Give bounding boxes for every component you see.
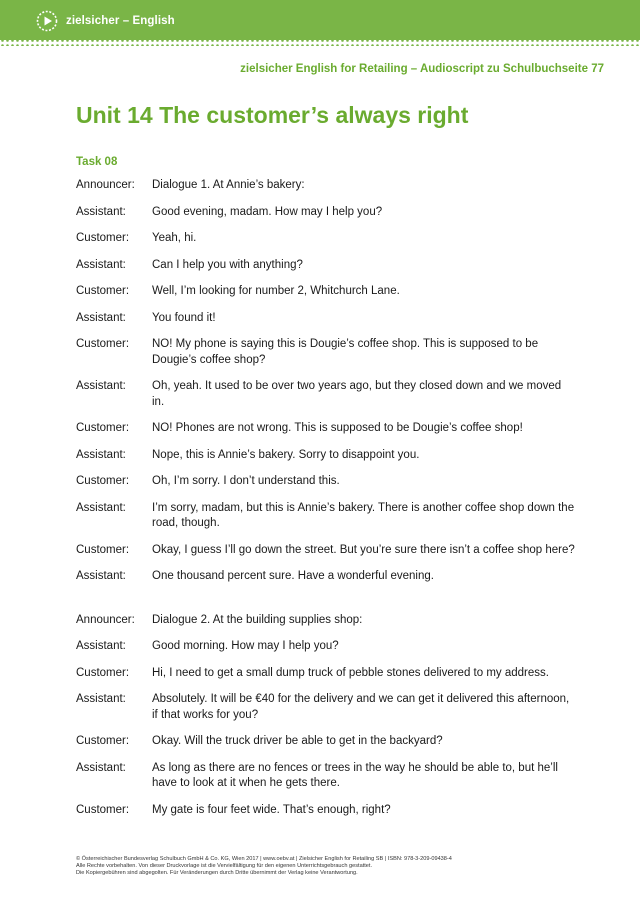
speaker-label: Announcer:	[76, 179, 135, 191]
play-icon	[36, 10, 58, 32]
speaker-label: Customer:	[76, 422, 130, 434]
dialogue-text: NO! My phone is saying this is Dougie’s coffee shop. This is supposed to be Dougie’s coffee shop?	[152, 338, 539, 366]
logo-text: zielsicher – English	[66, 15, 175, 27]
dialogue-text: Oh, I’m sorry. I don’t understand this.	[152, 475, 340, 487]
dialogue-line	[76, 284, 576, 300]
speaker-label: Customer:	[76, 543, 130, 556]
speaker-label: Customer:	[76, 338, 130, 350]
speaker-label: Assistant:	[76, 640, 126, 652]
speaker-label: Assistant:	[76, 258, 126, 271]
dialogue-line	[76, 803, 576, 819]
dialogue-line	[76, 569, 576, 585]
speaker-label: Customer:	[76, 735, 130, 747]
dialogue-line	[76, 543, 576, 559]
footer-rights: Alle Rechte vorbehalten. Von dieser Druckvorlage ist die Vervielfältigung für den eigenen Unterrichtsgebrauch gestattet.	[76, 863, 373, 869]
dialogue-text: Dialogue 2. At the building supplies shop:	[152, 613, 363, 626]
dialogue-text: Okay, I guess I’ll go down the street. But you’re sure there isn’t a coffee shop here?	[152, 543, 575, 556]
speaker-label: Announcer:	[76, 613, 135, 626]
dialogue-text: I’m sorry, madam, but this is Annie’s bakery. There is another coffee shop down the road, though.	[152, 501, 575, 529]
dialogue-line	[76, 666, 576, 682]
dialogue-text: NO! Phones are not wrong. This is supposed to be Dougie’s coffee shop!	[152, 422, 523, 434]
dialogue-text: Oh, yeah. It used to be over two years ago, but they closed down and we moved in.	[152, 380, 562, 408]
dialogue-line	[76, 231, 576, 247]
dialogue-text: One thousand percent sure. Have a wonderful evening.	[152, 570, 434, 582]
dialogue-text: Well, I’m looking for number 2, Whitchurch Lane.	[152, 285, 400, 297]
dialogue-text: You found it!	[152, 311, 216, 324]
dialogue-line	[76, 311, 576, 327]
page-subtitle: zielsicher English for Retailing – Audioscript zu Schulbuchseite 77	[240, 63, 604, 75]
logo	[36, 10, 175, 32]
dialogue-text: Good evening, madam. How may I help you?	[152, 205, 383, 218]
speaker-label: Assistant:	[76, 311, 126, 324]
dialogue-transcript	[76, 178, 576, 829]
dialogue-line	[76, 639, 576, 655]
dialogue-text: Hi, I need to get a small dump truck of pebble stones delivered to my address.	[152, 666, 549, 679]
dialogue-line	[76, 448, 576, 464]
dialogue-text: My gate is four feet wide. That’s enough, right?	[152, 803, 391, 816]
speaker-label: Assistant:	[76, 205, 126, 218]
dialogue-line	[76, 258, 576, 274]
dialogue-line	[76, 613, 576, 629]
speaker-label: Assistant:	[76, 570, 126, 582]
dialogue-text: As long as there are no fences or trees in the way he should be able to, but he’ll have to look at it when he gets there.	[152, 761, 558, 789]
dialogue-line	[76, 761, 576, 792]
dialogue-line	[76, 421, 576, 437]
speaker-label: Assistant:	[76, 761, 126, 774]
dialogue-line	[76, 205, 576, 221]
speaker-label: Customer:	[76, 803, 130, 816]
dialogue-line	[76, 734, 576, 750]
footer	[76, 856, 596, 877]
dialogue-text: Yeah, hi.	[152, 232, 197, 244]
dialogue-line	[76, 379, 576, 410]
dialogue-text: Dialogue 1. At Annie’s bakery:	[152, 179, 305, 191]
dialogue-text: Absolutely. It will be €40 for the delivery and we can get it delivered this afternoon, if that works for you?	[152, 693, 570, 721]
dialogue-line	[76, 337, 576, 368]
speaker-label: Assistant:	[76, 380, 126, 392]
speaker-label: Assistant:	[76, 448, 126, 461]
task-heading: Task 08	[76, 156, 118, 168]
speaker-label: Assistant:	[76, 693, 126, 705]
footer-copyright: © Österreichischer Bundesverlag Schulbuch GmbH & Co. KG, Wien 2017 | www.oebv.at | Zielsicher English for Retailing SB | ISBN: 978-3-209-09438-4	[76, 856, 452, 862]
dialogue-line	[76, 692, 576, 723]
header-dotted-edge	[0, 38, 640, 48]
dialogue-text: Good morning. How may I help you?	[152, 640, 339, 652]
speaker-label: Customer:	[76, 285, 130, 297]
speaker-label: Customer:	[76, 475, 130, 487]
speaker-label: Customer:	[76, 666, 130, 679]
dialogue-line	[76, 474, 576, 490]
page-title: Unit 14 The customer’s always right	[76, 102, 469, 128]
speaker-label: Customer:	[76, 232, 130, 244]
speaker-label: Assistant:	[76, 501, 126, 514]
dialogue-text: Nope, this is Annie’s bakery. Sorry to disappoint you.	[152, 448, 420, 461]
dialogue-text: Okay. Will the truck driver be able to get in the backyard?	[152, 735, 443, 747]
dialogue-line	[76, 501, 576, 532]
dialogue-text: Can I help you with anything?	[152, 258, 303, 271]
dialogue-line	[76, 178, 576, 194]
footer-disclaimer: Die Kopiergebühren sind abgegolten. Für Veränderungen durch Dritte übernimmt der Verlag keine Verantwortung.	[76, 870, 358, 876]
